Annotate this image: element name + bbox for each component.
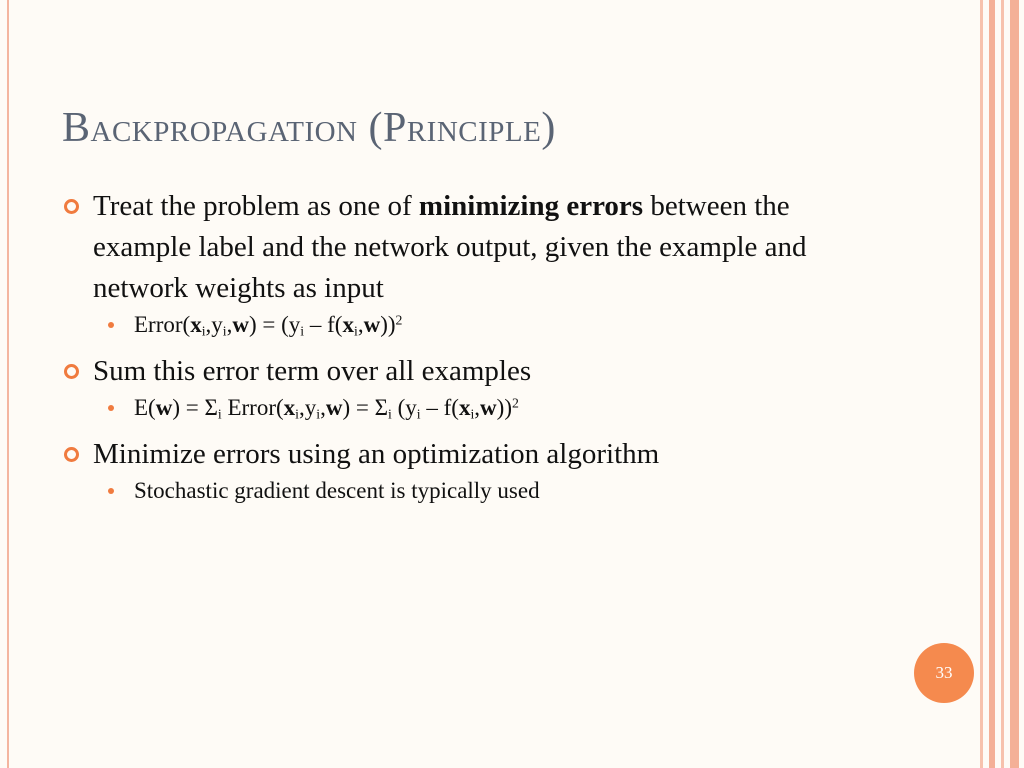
sub-bullet-item: $Error(x_i,y_i,w) = (y_i - f(x_i,w))^2$ (62, 309, 882, 341)
bullet-item: Treat the problem as one of minimizing errors between the example label and the network output, given the example and network weights as input (62, 186, 882, 309)
dot-bullet-icon (108, 322, 114, 328)
circle-bullet-icon (64, 199, 79, 214)
right-decorative-stripes (980, 0, 1024, 768)
bullet-list (62, 186, 882, 507)
sub-bullet-item: $E(w) = \Sigma_i$ $Error(x_i,y_i,w) = \Sigma_i$ $(y_i - f(x_i,w))^2$ (62, 392, 882, 424)
bullet-item: Sum this error term over all examples (62, 351, 882, 392)
sub-bullet-item: Stochastic gradient descent is typically used (62, 475, 882, 507)
dot-bullet-icon (108, 405, 114, 411)
page-number-badge: 33 (914, 643, 974, 703)
left-border-line (7, 0, 9, 768)
circle-bullet-icon (64, 447, 79, 462)
slide-title: Backpropagation (Principle) (62, 105, 556, 151)
circle-bullet-icon (64, 364, 79, 379)
dot-bullet-icon (108, 488, 114, 494)
bullet-item: Minimize errors using an optimization algorithm (62, 434, 882, 475)
